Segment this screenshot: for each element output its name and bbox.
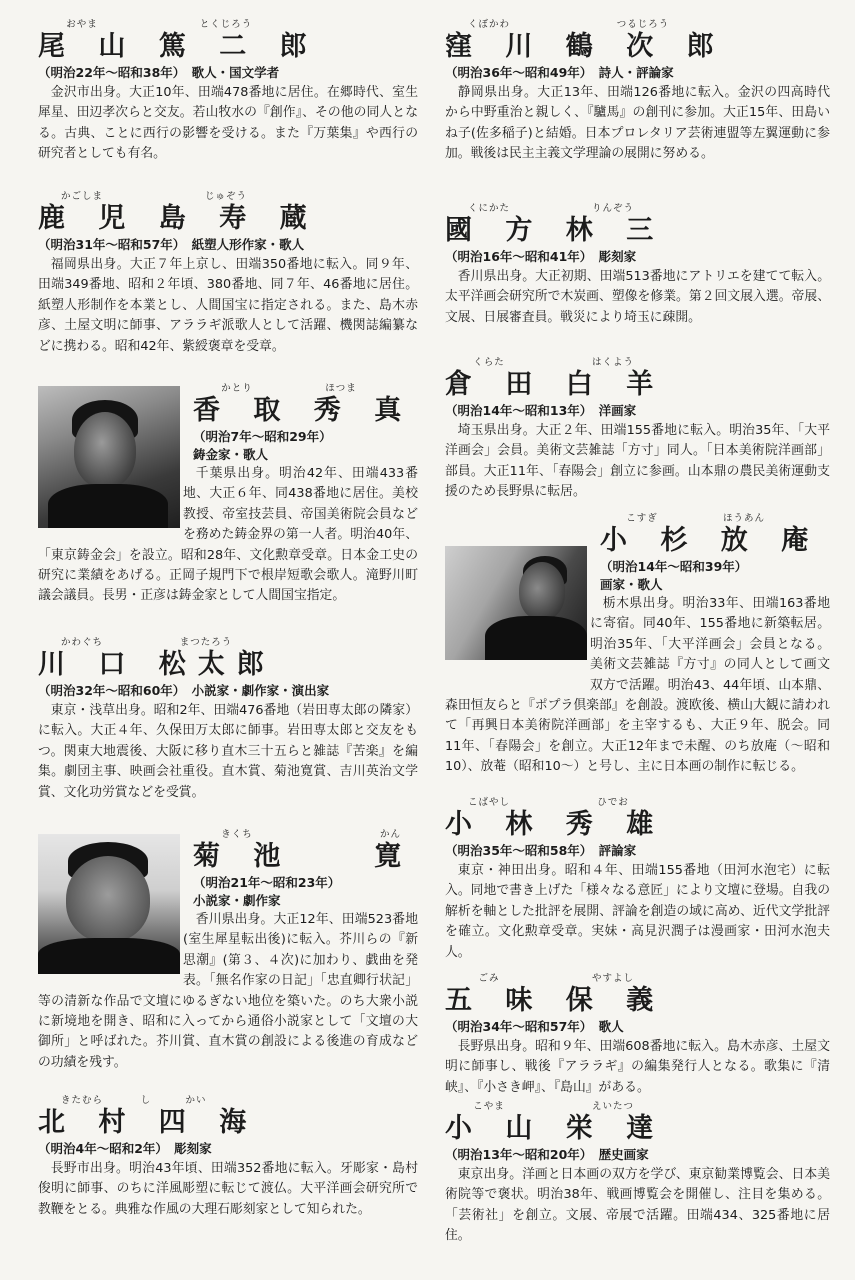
entry-kikuchi [38, 828, 418, 1073]
name-reading: きたむら し かい [60, 1095, 207, 1106]
person-role: 鋳金家・歌人 [193, 447, 269, 462]
person-bio: 金沢市出身。大正10年、田端478番地に居住。在郷時代、室生犀星、田辺孝次らと交友。若山牧水の『創作』、その他の同人となる。古典、ことに西行の影響を受ける。また『万葉集』や西行の研究者としても有名。 [38, 85, 418, 162]
person-bio: 東京・浅草出身。昭和2年、田端476番地（岩田専太郎の隣家）に転入。大正４年、久保田万太郎に師事。岩田専太郎と交友をもつ。関東大地震後、大阪に移り直木三十五らと雑誌『苦楽』を編集。劇団主事、映画会社重役。直木賞、菊池寛賞、吉川英治文学賞、文化功労賞などを受賞。 [38, 703, 418, 800]
person-name: 小 山 栄 達 [445, 1113, 666, 1144]
name-reading: こやま えいたつ [473, 1101, 634, 1112]
person-bio: 東京出身。洋画と日本画の双方を学び、東京勧業博覧会、日本美術院等で褒状。明治38年、戦画博覧会を開催し、注目を集める。「芸術社」を創立。文展、帝展で活躍。田端434、325番地に居住。 [445, 1167, 830, 1244]
person-bio: 長野県出身。昭和９年、田端608番地に転入。島木赤彦、土屋文明に師事し、戦後『アララギ』の編集発行人となる。歌集に『清峡』、『小さき岬』、『島山』がある。 [445, 1039, 830, 1095]
person-name: 小 杉 放 庵 [600, 525, 821, 556]
entry-katori [38, 382, 418, 607]
person-name: 香 取 秀 真 [193, 395, 414, 426]
person-bio: 東京・神田出身。昭和４年、田端155番地（田河水泡宅）に転入。同地で書き上げた「様々なる意匠」により文壇に登場。自我の解析を軸とした批評を展開、評論を創造の域に高め、近代文学批評を確立。文化勲章受章。実妹・高見沢潤子は漫画家・田河水泡夫人。 [445, 863, 830, 960]
name-reading: こばやし ひでお [467, 797, 629, 808]
person-dates: （明治35年～昭和58年） 評論家 [445, 843, 637, 858]
name-reading: ごみ やすよし [478, 973, 634, 984]
person-name: 倉 田 白 羊 [445, 369, 666, 400]
person-dates: （明治34年～昭和57年） 歌人 [445, 1019, 624, 1034]
person-bio: 静岡県出身。大正13年、田端126番地に転入。金沢の四高時代から中野重治と親しく、『驢馬』の創刊に参加。大正15年、田島いね子(佐多稲子)と結婚。日本プロレタリア芸術連盟等左翼運動に参加。戦後は民主主義文学理論の展開に努める。 [445, 85, 830, 162]
entry-kunikata [445, 202, 830, 328]
person-dates: （明治16年～昭和41年） 彫刻家 [445, 249, 637, 264]
person-bio: 香川県出身。大正12年、田端523番地(室生犀星転出後)に転入。芥川らの『新思潮』(第３、４次)に加わり、戯曲を発表。「無名作家の日記」「忠直卿行状記」等の清新な作品で文壇にゆるぎない地位を築いた。のち大衆小説に新境地を開き、昭和に入ってから通俗小説家として「文壇の大御所」と呼ばれた。芥川賞、直木賞の創設による後進の育成などの功績を残す。 [38, 912, 418, 1070]
person-bio: 千葉県出身。明治42年、田端433番地、大正６年、同438番地に居住。美校教授、帝室技芸員、帝国美術院会員などを務めた鋳金界の第一人者。明治40年、「東京鋳金会」を設立。昭和28年、文化勲章受章。日本金工史の研究に業績をあげる。正岡子規門下で根岸短歌会歌人。滝野川町議会議員。長男・正彦は鋳金家として人間国宝指定。 [38, 466, 418, 604]
entry-kitamura [38, 1094, 418, 1220]
person-dates: （明治14年～昭和13年） 洋画家 [445, 403, 637, 418]
name-reading: かわぐち まつたろう [60, 637, 233, 648]
person-name: 北 村 四 海 [38, 1107, 259, 1138]
person-dates: （明治21年～昭和23年） [193, 875, 341, 890]
person-bio: 長野市出身。明治43年頃、田端352番地に転入。牙彫家・島村俊明に師事、のちに洋風彫塑に転じて渡仏。大平洋画会研究所で教鞭をとる。典雅な作風の大理石彫刻家として知られた。 [38, 1161, 418, 1217]
person-name: 五 味 保 義 [445, 985, 666, 1016]
entry-koyama [445, 1100, 830, 1247]
person-name: 窪 川 鶴 次 郎 [445, 31, 726, 62]
name-reading: かとり ほつま [221, 383, 357, 394]
person-dates: （明治22年～昭和38年） 歌人・国文学者 [38, 65, 280, 80]
person-name: 菊 池 寛 [193, 841, 414, 872]
person-bio: 福岡県出身。大正７年上京し、田端350番地に転入。同９年、田端349番地、昭和２年頃、380番地、同７年、46番地に居住。紙塑人形制作を本業とし、人間国宝に指定される。また、島木赤彦、土屋文明に師事、アララギ派歌人として活躍、機関誌編纂などに携わる。昭和42年、紫綬褒章を受章。 [38, 257, 418, 354]
name-reading: きくち かん [221, 829, 401, 840]
entry-oyama [38, 18, 418, 165]
entry-kobayashi [445, 796, 830, 963]
name-reading: かごしま じゅぞう [60, 191, 247, 202]
person-dates: （明治32年～昭和60年） 小説家・劇作家・演出家 [38, 683, 330, 698]
entry-kurata [445, 356, 830, 503]
person-dates: （明治36年～昭和49年） 詩人・評論家 [445, 65, 674, 80]
entry-gomi [445, 972, 830, 1098]
person-name: 鹿 児 島 寿 蔵 [38, 203, 319, 234]
person-bio: 香川県出身。大正初期、田端513番地にアトリエを建てて転入。太平洋画会研究所で木炭画、塑像を修業。第２回文展入選。帝展、文展、日展審査員。戦災により埼玉に疎開。 [445, 269, 830, 325]
person-dates: （明治4年～昭和2年） 彫刻家 [38, 1141, 212, 1156]
entry-kagoshima [38, 190, 418, 357]
person-dates: （明治7年～昭和29年） [193, 429, 332, 444]
name-reading: くぼかわ つるじろう [467, 19, 670, 30]
person-name: 尾 山 篤 二 郎 [38, 31, 319, 62]
person-role: 画家・歌人 [600, 577, 663, 592]
entry-kubokawa [445, 18, 830, 165]
person-bio: 栃木県出身。明治33年、田端163番地に寄宿。同40年、155番地に新築転居。明治35年、「大平洋画会」会員となる。美術文芸雑誌『方寸』の同人として画文双方で活躍。明治43、44年頃、山本鼎、森田恒友らと『ポプラ倶楽部』を創設。渡欧後、横山大観に請われて「再興日本美術院洋画部」を主宰するも、大正９年、脱会。同11年、「春陽会」を創立。大正12年まで未醒、のち放庵（～昭和10）、放菴（昭和10～）と号し、主に日本画の制作に転じる。 [445, 596, 830, 775]
entry-kawaguchi [38, 636, 418, 803]
entry-kosugi [445, 512, 830, 778]
portrait-photo [38, 834, 180, 974]
name-reading: くらた はくよう [473, 357, 634, 368]
portrait-photo [445, 546, 587, 660]
name-reading: おやま とくじろう [66, 19, 253, 30]
person-name: 川 口 松太郎 [38, 649, 276, 680]
person-bio: 埼玉県出身。大正２年、田端155番地に転入。明治35年、「大平洋画会」会員。美術文芸雑誌「方寸」同人。「日本美術院洋画部」部員。大正11年、「春陽会」創立に参画。山本鼎の農民美術運動支援のため長野県に転居。 [445, 423, 830, 500]
portrait-photo [38, 386, 180, 528]
name-reading: こすぎ ほうあん [626, 513, 765, 524]
name-reading: くにかた りんぞう [467, 203, 634, 214]
person-dates: （明治31年～昭和57年） 紙塑人形作家・歌人 [38, 237, 305, 252]
person-dates: （明治14年～昭和39年） [600, 559, 748, 574]
person-dates: （明治13年～昭和20年） 歴史画家 [445, 1147, 649, 1162]
person-role: 小説家・劇作家 [193, 893, 281, 908]
person-name: 國 方 林 三 [445, 215, 666, 246]
person-name: 小 林 秀 雄 [445, 809, 666, 840]
